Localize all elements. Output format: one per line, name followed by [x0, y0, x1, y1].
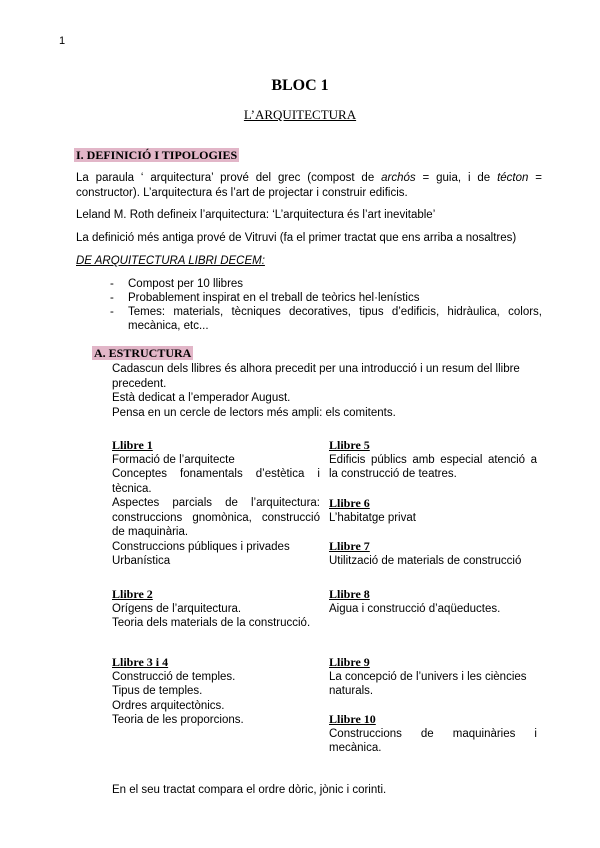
closing-paragraph: En el seu tractat compara el ordre dòric, jònic i corinti. — [112, 784, 387, 796]
book-item: Utilització de materials de construcció — [329, 554, 522, 567]
book-1 — [112, 438, 320, 569]
list-item-text: Compost per 10 llibres — [128, 278, 244, 290]
section-heading-text: I. DEFINICIÓ I TIPOLOGIES — [76, 148, 238, 162]
book-2 — [112, 587, 320, 631]
book-item: Urbanística — [112, 555, 171, 567]
text-span: La paraula ‘ arquitectura’ prové del grec (compost de — [76, 172, 382, 184]
book-8 — [329, 587, 537, 616]
book-item: Orígens de l’arquitectura. — [112, 602, 242, 615]
book-title: Llibre 2 — [112, 587, 153, 601]
paragraph-roth: Leland M. Roth defineix l’arquitectura: ‘L’arquitectura és l’art inevitable’ — [76, 209, 436, 221]
book-3-4 — [112, 655, 320, 728]
book-item: Ordres arquitectònics. — [112, 699, 225, 712]
book-title: Llibre 5 — [329, 438, 370, 452]
book-title: Llibre 8 — [329, 587, 370, 601]
book-item: Teoria dels materials de la construcció. — [112, 617, 311, 629]
book-item: La concepció de l’univers i les ciències naturals. — [329, 670, 527, 697]
book-5 — [329, 438, 537, 482]
list-item-text: Probablement inspirat en el treball de teòrics hel·lenístics — [128, 292, 420, 304]
estructura-text — [112, 362, 542, 420]
bullet-list — [110, 277, 542, 333]
book-item: Aigua i construcció d’aqüeductes. — [329, 602, 501, 615]
section-heading-estructura — [92, 346, 193, 361]
book-item: Construcció de temples. — [112, 670, 236, 683]
book-6 — [329, 496, 537, 525]
book-item: Conceptes fonamentals d’estètica i tècnica. — [112, 468, 320, 495]
page-subtitle: L’ARQUITECTURA — [243, 107, 357, 122]
term-tecton: técton — [497, 172, 529, 184]
page-number: 1 — [59, 35, 66, 47]
libri-heading — [76, 254, 542, 269]
list-item-text: Temes: materials, tècniques decoratives, tipus d’edificis, hidràulica, colors, mecànica, etc... — [128, 306, 542, 332]
section-heading-text: A. ESTRUCTURA — [94, 346, 192, 360]
book-item: Edificis públics amb especial atenció a la construcció de teatres. — [329, 453, 537, 480]
libri-title: DE ARQUITECTURA LIBRI DECEM: — [76, 255, 265, 267]
list-item: - Compost per 10 llibres — [110, 278, 244, 290]
estructura-line: Pensa en un cercle de lectors més ampli: els comitents. — [112, 406, 396, 419]
book-10 — [329, 712, 537, 756]
paragraph-etymology — [76, 171, 542, 201]
book-title: Llibre 10 — [329, 712, 376, 726]
book-item: Teoria de les proporcions. — [112, 714, 244, 726]
section-heading-definicio — [74, 148, 239, 163]
term-archos: archós — [381, 172, 416, 184]
book-title: Llibre 3 i 4 — [112, 655, 169, 669]
book-item: Construccions públiques i privades — [112, 540, 290, 553]
estructura-line: Cadascun dels llibres és alhora precedit per una introducció i un resum del llibre precedent. — [112, 363, 520, 390]
book-title: Llibre 9 — [329, 655, 370, 669]
list-item: - Probablement inspirat en el treball de teòrics hel·lenístics — [110, 292, 420, 304]
book-title: Llibre 1 — [112, 438, 153, 452]
book-item: Tipus de temples. — [112, 685, 203, 697]
text-span: = constructor). L’arquitectura és l’art de projectar i construir edificis. — [76, 172, 543, 199]
book-9 — [329, 655, 537, 699]
page-title: BLOC 1 — [271, 77, 329, 94]
list-item: - Temes: materials, tècniques decoratives, tipus d’edificis, hidràulica, colors, mecànica, etc... — [110, 306, 542, 332]
book-item: Formació de l’arquitecte — [112, 453, 235, 466]
book-title: Llibre 6 — [329, 496, 370, 510]
text-span: = guia, i de — [415, 172, 498, 184]
estructura-line: Està dedicat a l’emperador August. — [112, 392, 291, 404]
book-item: L’habitatge privat — [329, 511, 416, 524]
paragraph-vitruvi: La definició més antiga prové de Vitruvi (fa el primer tractat que ens arriba a nosaltres) — [76, 232, 517, 244]
book-title: Llibre 7 — [329, 539, 370, 553]
book-item: Construccions de maquinàries i mecànica. — [329, 727, 537, 754]
book-item: Aspectes parcials de l’arquitectura: construccions gnomònica, construcció de maquinària. — [112, 497, 320, 538]
book-7 — [329, 539, 537, 568]
